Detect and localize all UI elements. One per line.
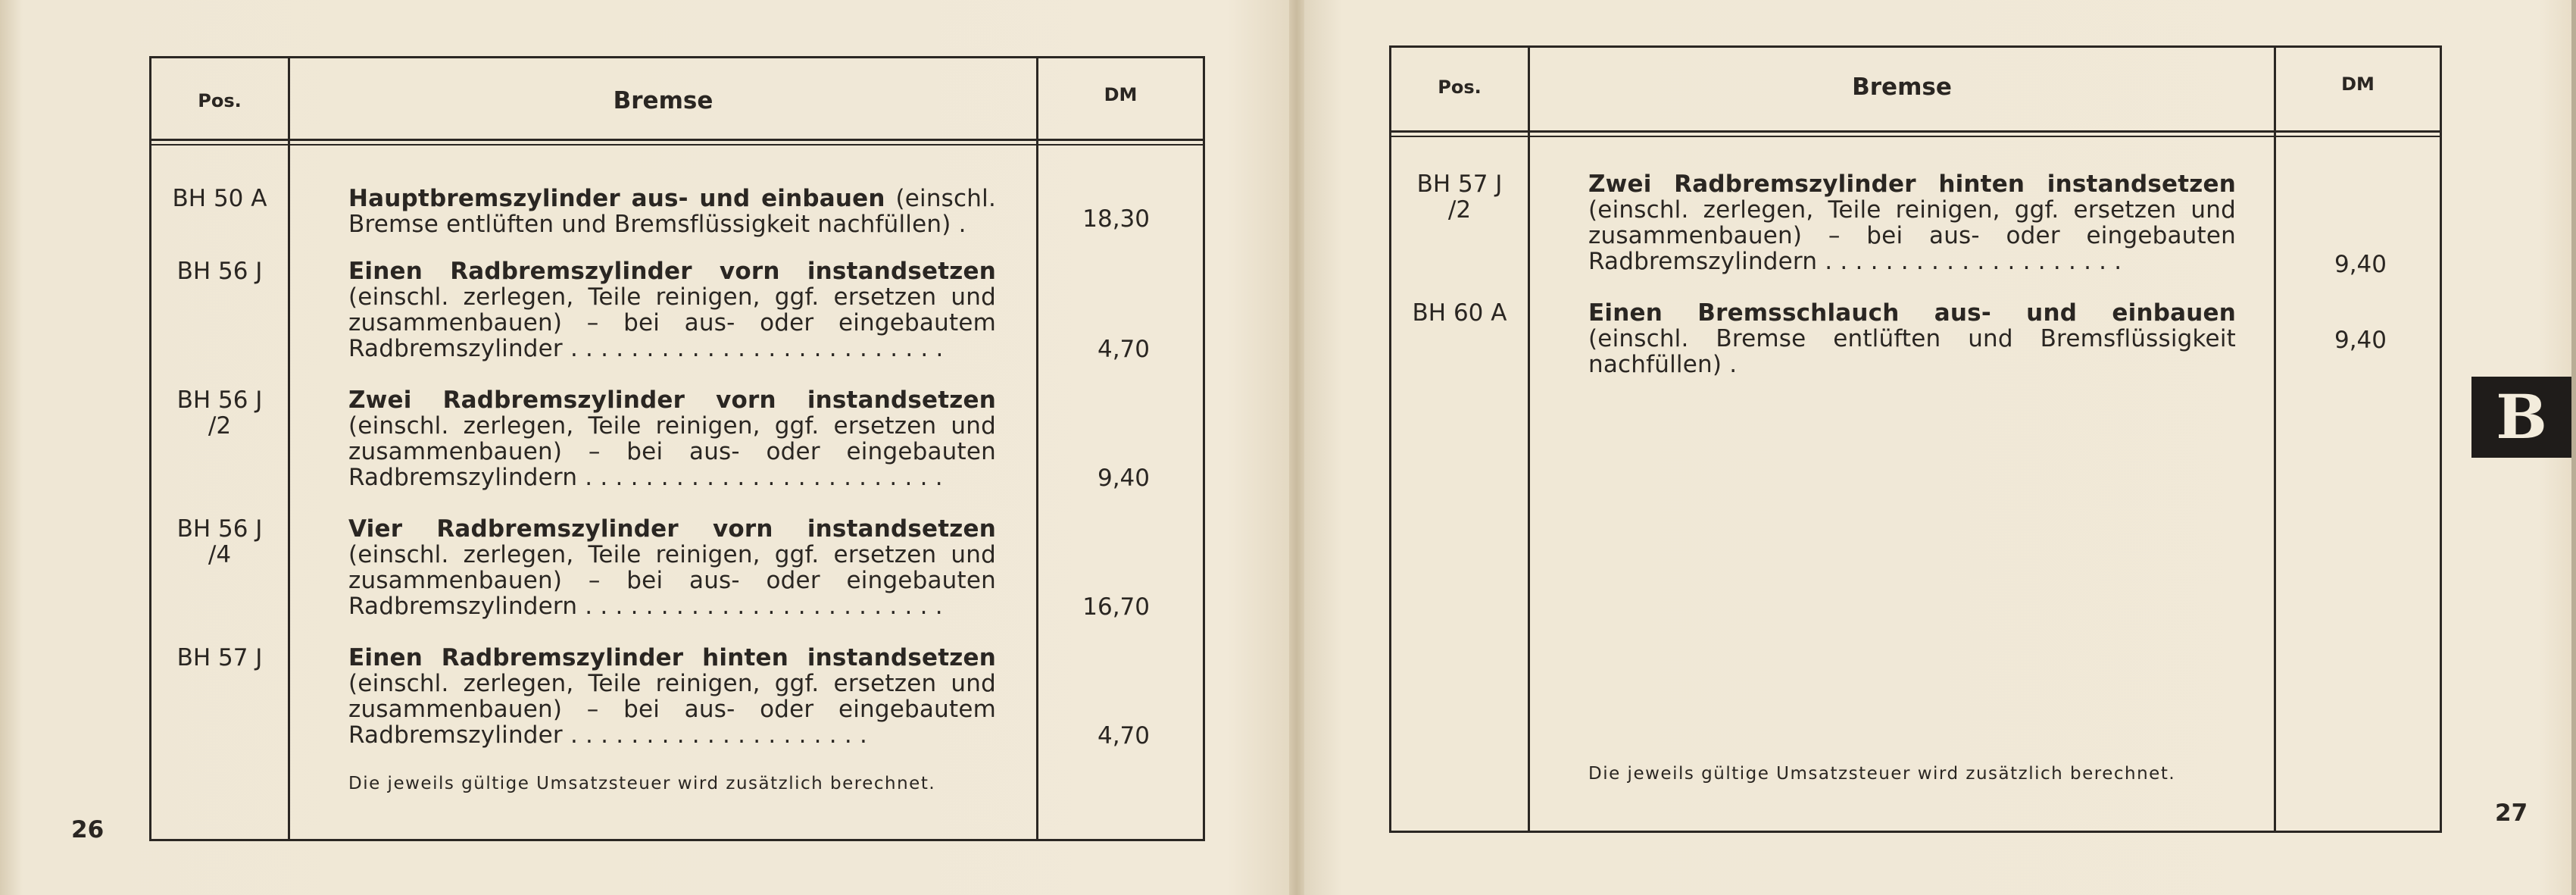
header-pos: Pos.	[198, 90, 242, 111]
row-pos: BH 60 A	[1412, 299, 1507, 327]
row-description: Hauptbremszylinder aus- und einbauen (einschl. Bremse entlüften und Bremsflüssigkeit nachfüllen) .	[348, 185, 996, 238]
row-description: Vier Radbremszylinder vorn instandsetzen (einschl. zerlegen, Teile reinigen, ggf. ersetzen und zusammenbauen) – bei aus- oder eingebauten Radbremszylindern . . . . . . . . . . . . . . . . . . . . . . . .	[348, 515, 996, 620]
row-pos: BH 56 J	[176, 258, 263, 285]
row-description: Zwei Radbremszylinder hinten instandsetzen (einschl. zerlegen, Teile reinigen, ggf. ersetzen und zusammenbauen) – bei aus- oder eingebauten Radbremszylindern . . . . . . . . . . . . . . . . . . . .	[1588, 171, 2236, 275]
row-price: 4,70	[1097, 336, 1150, 363]
book-spine	[1289, 0, 1304, 895]
page-number: 27	[2495, 800, 2528, 827]
row-price: 9,40	[1097, 465, 1150, 492]
row-description: Zwei Radbremszylinder vorn instandsetzen (einschl. zerlegen, Teile reinigen, ggf. ersetzen und zusammenbauen) – bei aus- oder eingebauten Radbremszylindern . . . . . . . . . . . . . . . . . . . . . . . .	[348, 386, 996, 491]
row-description: Einen Bremsschlauch aus- und einbauen (einschl. Bremse entlüften und Bremsflüssigkeit nachfüllen) .	[1588, 299, 2236, 378]
header-pos: Pos.	[1438, 77, 1482, 98]
row-price: 16,70	[1082, 593, 1150, 621]
row-pos: BH 57 J /2	[1416, 171, 1503, 224]
left-price-table	[149, 56, 1205, 841]
page-number: 26	[71, 816, 105, 843]
row-price: 9,40	[2334, 251, 2387, 278]
page-edge	[2571, 0, 2576, 895]
row-pos: BH 56 J /2	[176, 386, 263, 440]
row-pos: BH 57 J	[176, 644, 263, 671]
row-price: 9,40	[2334, 327, 2387, 354]
row-description: Einen Radbremszylinder vorn instandsetzen (einschl. zerlegen, Teile reinigen, ggf. ersetzen und zusammenbauen) – bei aus- oder eingebautem Radbremszylinder . . . . . . . . . . . . . . . . . . . . . . . . .	[348, 258, 996, 362]
section-tab-b: B	[2471, 377, 2571, 458]
row-description: Einen Radbremszylinder hinten instandsetzen (einschl. zerlegen, Teile reinigen, ggf. ersetzen und zusammenbauen) – bei aus- oder eingebautem Radbremszylinder . . . . . . . . . . . . . . . . . . . .	[348, 644, 996, 749]
right-price-table	[1389, 45, 2442, 833]
row-price: 18,30	[1082, 205, 1150, 233]
vat-note: Die jeweils gültige Umsatzsteuer wird zusätzlich berechnet.	[348, 774, 936, 793]
header-dm: DM	[1104, 84, 1138, 105]
vat-note: Die jeweils gültige Umsatzsteuer wird zusätzlich berechnet.	[1588, 764, 2176, 784]
header-bremse: Bremse	[1852, 74, 1952, 101]
header-dm: DM	[2341, 74, 2375, 95]
row-pos: BH 56 J /4	[176, 515, 263, 568]
header-bremse: Bremse	[613, 87, 713, 114]
row-pos: BH 50 A	[172, 185, 267, 212]
row-price: 4,70	[1097, 722, 1150, 749]
